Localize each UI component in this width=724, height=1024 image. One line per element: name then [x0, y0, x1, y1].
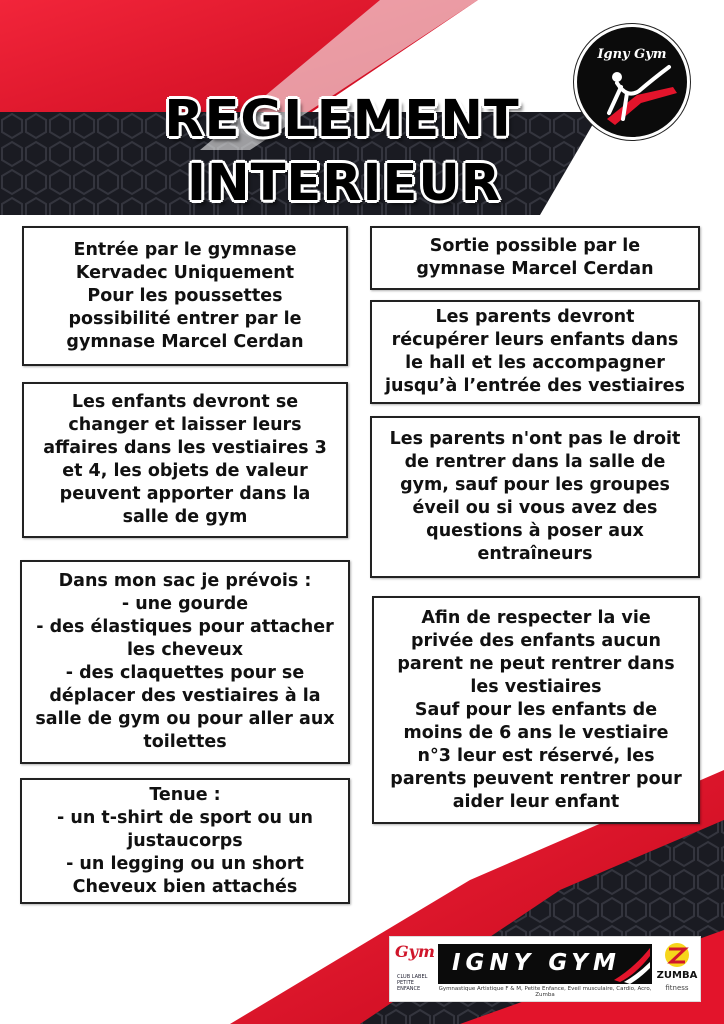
rule-box-tenue [20, 778, 350, 904]
rule-text: Les parents devront récupérer leurs enfants dans le hall et les accompagner jusqu’à l’entrée des vestiaires [385, 307, 685, 396]
igny-gym-activities: Gymnastique Artistique F & M, Petite Enfance, Eveil musculaire, Cardio, Acro, Zumba [438, 986, 652, 998]
rule-box-vie-privee [372, 596, 700, 824]
rule-text: Les enfants devront se changer et laisser leurs affaires dans les vestiaires 3 et 4, les objets de valeur peuvent apporter dans la salle de gym [43, 392, 327, 527]
igny-gym-banner [438, 944, 652, 984]
rule-box-vestiaires [22, 382, 348, 538]
rule-text: Dans mon sac je prévois : - une gourde - des élastiques pour attacher les cheveux - des claquettes pour se déplacer des vestiaires à la salle de gym ou pour aller aux toilettes [35, 571, 335, 752]
rule-box-entree [22, 226, 348, 366]
zumba-text: ZUMBA [656, 970, 698, 981]
rule-box-sortie [370, 226, 700, 290]
title-line-2: INTERIEUR [186, 154, 502, 213]
rule-box-sac [20, 560, 350, 764]
rule-box-recuperer [370, 300, 700, 404]
zumba-sub-text: fitness [665, 984, 689, 992]
ffgym-logo [393, 938, 435, 998]
rule-text: Les parents n'ont pas le droit de rentrer dans la salle de gym, sauf pour les groupes éveil ou si vous avez des questions à poser aux entraîneurs [389, 429, 681, 564]
rule-text: Afin de respecter la vie privée des enfants aucun parent ne peut rentrer dans les vestiaires Sauf pour les enfants de moins de 6 ans le vestiaire n°3 leur est réservé, les parents peuvent rentrer pour aider leur enfant [390, 607, 682, 812]
title-line-1: REGLEMENT [164, 90, 520, 149]
rule-text: Tenue : - un t-shirt de sport ou un justaucorps - un legging ou un short Cheveux bien attachés [57, 784, 313, 897]
logo-brand-text: Igny Gym [597, 47, 667, 62]
zumba-icon [656, 940, 698, 970]
igny-gym-banner-text: IGNY GYM [452, 950, 621, 976]
rule-text: Sortie possible par le gymnase Marcel Cerdan [416, 236, 654, 279]
ffgym-label-text: CLUB LABEL PETITE ENFANCE [397, 974, 428, 992]
ffgym-logo-text: Gym [395, 942, 435, 961]
zumba-logo [656, 940, 698, 1000]
rule-box-salle [370, 416, 700, 578]
rule-text: Entrée par le gymnase Kervadec Uniquement Pour les poussettes possibilité entrer par le gymnase Marcel Cerdan [66, 239, 304, 352]
swoosh-icon [438, 944, 652, 984]
